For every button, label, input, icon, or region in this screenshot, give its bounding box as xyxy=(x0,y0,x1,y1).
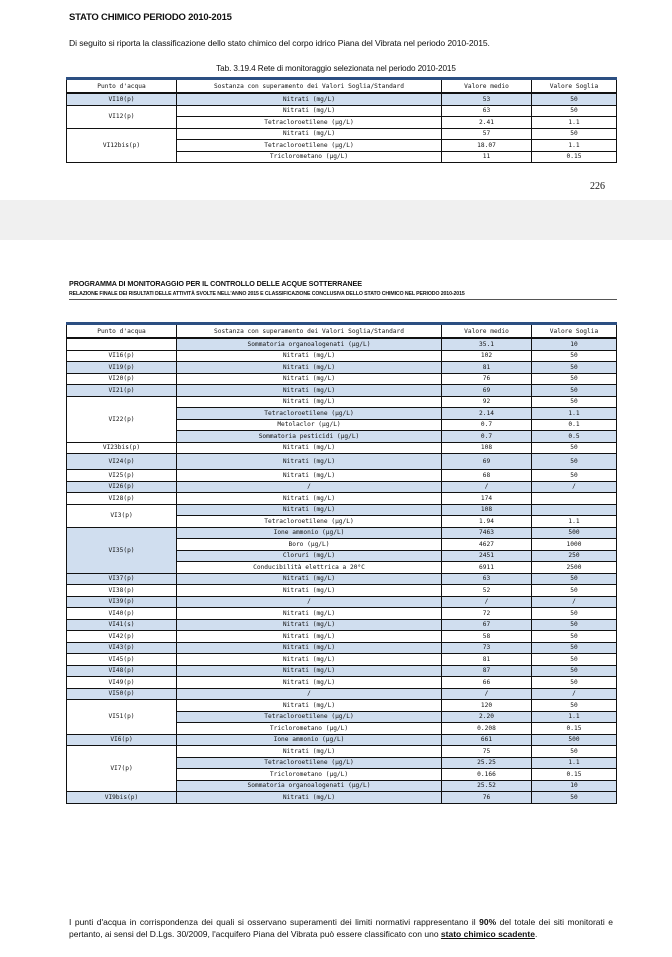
point-cell: VI23bis(p) xyxy=(67,442,177,454)
table-row xyxy=(67,608,617,620)
table-row xyxy=(67,734,617,746)
conclusion-text-2: del totale dei siti monitorati e pertanto, ai sensi del D.Lgs. 30/2009, l'acquifero Piana del Vibrata può essere classificato con uno xyxy=(69,917,613,939)
threshold-cell: 50 xyxy=(532,128,617,140)
mean-value-cell: 53 xyxy=(442,93,532,105)
mean-value-cell: / xyxy=(442,688,532,700)
threshold-cell: 50 xyxy=(532,373,617,385)
table-row xyxy=(67,642,617,654)
substance-cell: Ione ammonio (µg/L) xyxy=(177,734,442,746)
mean-value-cell: 2.20 xyxy=(442,711,532,723)
substance-cell: Tetracloroetilene (µg/L) xyxy=(177,140,442,152)
substance-cell: Nitrati (mg/L) xyxy=(177,573,442,585)
mean-value-cell: / xyxy=(442,596,532,608)
mean-value-cell: 76 xyxy=(442,792,532,804)
point-cell: VI19(p) xyxy=(67,362,177,374)
mean-value-cell: 2.41 xyxy=(442,117,532,129)
table-row xyxy=(67,93,617,105)
table-row xyxy=(67,481,617,493)
threshold-cell: 1.1 xyxy=(532,711,617,723)
threshold-cell: 0.15 xyxy=(532,151,617,163)
conclusion-percentage: 90% xyxy=(479,917,497,927)
threshold-cell: 50 xyxy=(532,442,617,454)
threshold-cell: 50 xyxy=(532,654,617,666)
point-cell: VI41(s) xyxy=(67,619,177,631)
substance-cell: Tetracloroetilene (µg/L) xyxy=(177,757,442,769)
substance-cell: Nitrati (mg/L) xyxy=(177,677,442,689)
threshold-cell: 50 xyxy=(532,385,617,397)
threshold-cell: 50 xyxy=(532,470,617,482)
threshold-cell: 1.1 xyxy=(532,140,617,152)
threshold-cell: 0.1 xyxy=(532,419,617,431)
mean-value-cell: 4627 xyxy=(442,539,532,551)
mean-value-cell: 120 xyxy=(442,700,532,712)
threshold-cell: 500 xyxy=(532,734,617,746)
point-cell: VI37(p) xyxy=(67,573,177,585)
substance-cell: Nitrati (mg/L) xyxy=(177,608,442,620)
threshold-cell: 50 xyxy=(532,792,617,804)
mean-value-cell: 73 xyxy=(442,642,532,654)
header-mean-value: Valore medio xyxy=(442,324,532,339)
substance-cell: Conducibilità elettrica a 20°C xyxy=(177,562,442,574)
table-row xyxy=(67,454,617,470)
table-row xyxy=(67,654,617,666)
header-divider xyxy=(69,299,617,300)
mean-value-cell: 81 xyxy=(442,362,532,374)
mean-value-cell: 2.14 xyxy=(442,408,532,420)
conclusion-text-3: . xyxy=(534,929,538,939)
substance-cell: Sommatoria pesticidi (µg/L) xyxy=(177,431,442,443)
mean-value-cell: 1.94 xyxy=(442,516,532,528)
mean-value-cell: 67 xyxy=(442,619,532,631)
substance-cell: Nitrati (mg/L) xyxy=(177,665,442,677)
monitoring-table-part-2 xyxy=(66,322,617,804)
threshold-cell: 50 xyxy=(532,642,617,654)
substance-cell: Nitrati (mg/L) xyxy=(177,642,442,654)
substance-cell: Nitrati (mg/L) xyxy=(177,442,442,454)
mean-value-cell: 58 xyxy=(442,631,532,643)
substance-cell: / xyxy=(177,688,442,700)
mean-value-cell: 75 xyxy=(442,746,532,758)
monitoring-table-part-1 xyxy=(66,77,617,163)
mean-value-cell: 102 xyxy=(442,350,532,362)
point-cell: VI42(p) xyxy=(67,631,177,643)
threshold-cell: 0.5 xyxy=(532,431,617,443)
running-header-title: PROGRAMMA DI MONITORAGGIO PER IL CONTROLLO DELLE ACQUE SOTTERRANEE xyxy=(69,279,362,288)
threshold-cell: 50 xyxy=(532,700,617,712)
header-threshold: Valore Soglia xyxy=(532,79,617,94)
table-row xyxy=(67,362,617,374)
mean-value-cell: 69 xyxy=(442,385,532,397)
mean-value-cell: / xyxy=(442,481,532,493)
substance-cell: Sommatoria organoalogenati (µg/L) xyxy=(177,338,442,350)
threshold-cell: 50 xyxy=(532,573,617,585)
threshold-cell: 50 xyxy=(532,619,617,631)
mean-value-cell: 87 xyxy=(442,665,532,677)
point-cell: VI12bis(p) xyxy=(67,128,177,163)
table-row xyxy=(67,373,617,385)
substance-cell: Triclorometano (µg/L) xyxy=(177,151,442,163)
point-cell: VI9bis(p) xyxy=(67,792,177,804)
header-mean-value: Valore medio xyxy=(442,79,532,94)
substance-cell: Metolaclor (µg/L) xyxy=(177,419,442,431)
threshold-cell: 50 xyxy=(532,350,617,362)
substance-cell: Nitrati (mg/L) xyxy=(177,654,442,666)
mean-value-cell: 0.166 xyxy=(442,769,532,781)
mean-value-cell: 52 xyxy=(442,585,532,597)
substance-cell: Nitrati (mg/L) xyxy=(177,792,442,804)
table-row xyxy=(67,470,617,482)
mean-value-cell: 68 xyxy=(442,470,532,482)
threshold-cell: 50 xyxy=(532,454,617,470)
table-row xyxy=(67,493,617,505)
mean-value-cell: 92 xyxy=(442,396,532,408)
threshold-cell: 0.15 xyxy=(532,769,617,781)
threshold-cell: / xyxy=(532,688,617,700)
threshold-cell: 2500 xyxy=(532,562,617,574)
substance-cell: Nitrati (mg/L) xyxy=(177,373,442,385)
mean-value-cell: 25.25 xyxy=(442,757,532,769)
table-row xyxy=(67,442,617,454)
substance-cell: Nitrati (mg/L) xyxy=(177,362,442,374)
header-substance: Sostanza con superamento dei Valori Soglia/Standard xyxy=(177,79,442,94)
point-cell: VI16(p) xyxy=(67,350,177,362)
table-row xyxy=(67,746,617,758)
point-cell: VI6(p) xyxy=(67,734,177,746)
point-cell: VI35(p) xyxy=(67,527,177,573)
point-cell: VI3(p) xyxy=(67,504,177,527)
table-header-row xyxy=(67,324,617,339)
substance-cell: Tetracloroetilene (µg/L) xyxy=(177,516,442,528)
mean-value-cell: 25.52 xyxy=(442,780,532,792)
substance-cell: Nitrati (mg/L) xyxy=(177,619,442,631)
header-point: Punto d'acqua xyxy=(67,79,177,94)
table-row xyxy=(67,128,617,140)
table-row xyxy=(67,385,617,397)
mean-value-cell: 11 xyxy=(442,151,532,163)
mean-value-cell: 0.7 xyxy=(442,419,532,431)
mean-value-cell: 108 xyxy=(442,442,532,454)
threshold-cell: 1.1 xyxy=(532,408,617,420)
substance-cell: Nitrati (mg/L) xyxy=(177,105,442,117)
substance-cell: Tetracloroetilene (µg/L) xyxy=(177,408,442,420)
point-cell: VI12(p) xyxy=(67,105,177,128)
substance-cell: Nitrati (mg/L) xyxy=(177,385,442,397)
threshold-cell: 50 xyxy=(532,631,617,643)
threshold-cell: 1000 xyxy=(532,539,617,551)
threshold-cell: 50 xyxy=(532,93,617,105)
table-row xyxy=(67,677,617,689)
mean-value-cell: 174 xyxy=(442,493,532,505)
mean-value-cell: 35.1 xyxy=(442,338,532,350)
intro-paragraph: Di seguito si riporta la classificazione dello stato chimico del corpo idrico Piana del Vibrata nel periodo 2010-2015. xyxy=(69,38,490,48)
table-row xyxy=(67,792,617,804)
table-row xyxy=(67,596,617,608)
point-cell: VI48(p) xyxy=(67,665,177,677)
threshold-cell: / xyxy=(532,481,617,493)
table-row xyxy=(67,585,617,597)
point-cell: VI39(p) xyxy=(67,596,177,608)
table-row xyxy=(67,619,617,631)
substance-cell: Nitrati (mg/L) xyxy=(177,128,442,140)
table-row xyxy=(67,105,617,117)
threshold-cell: 50 xyxy=(532,665,617,677)
substance-cell: Nitrati (mg/L) xyxy=(177,746,442,758)
threshold-cell: 0.15 xyxy=(532,723,617,735)
table-row xyxy=(67,573,617,585)
substance-cell: / xyxy=(177,481,442,493)
substance-cell: Boro (µg/L) xyxy=(177,539,442,551)
conclusion-text-1: I punti d'acqua in corrispondenza dei quali si osservano superamenti dei limiti normativi rappresentano il xyxy=(69,917,480,927)
threshold-cell: 50 xyxy=(532,746,617,758)
document-page-2 xyxy=(0,240,672,957)
mean-value-cell: 72 xyxy=(442,608,532,620)
mean-value-cell: 18.07 xyxy=(442,140,532,152)
point-cell: VI49(p) xyxy=(67,677,177,689)
threshold-cell: 1.1 xyxy=(532,117,617,129)
point-cell: VI43(p) xyxy=(67,642,177,654)
chemical-status: stato chimico scadente xyxy=(440,929,535,939)
substance-cell: Nitrati (mg/L) xyxy=(177,470,442,482)
substance-cell: Nitrati (mg/L) xyxy=(177,93,442,105)
table-row xyxy=(67,631,617,643)
running-header-subtitle: RELAZIONE FINALE DEI RISULTATI DELLE ATTIVITÀ SVOLTE NELL'ANNO 2015 E CLASSIFICAZIONE CONCLUSIVA DELLO STATO CHIMICO NEL PERIODO 2010-2015 xyxy=(69,291,465,297)
point-cell: VI24(p) xyxy=(67,454,177,470)
mean-value-cell: 57 xyxy=(442,128,532,140)
header-substance: Sostanza con superamento dei Valori Soglia/Standard xyxy=(177,324,442,339)
substance-cell: Nitrati (mg/L) xyxy=(177,493,442,505)
table-row xyxy=(67,504,617,516)
substance-cell: Ione ammonio (µg/L) xyxy=(177,527,442,539)
header-threshold: Valore Soglia xyxy=(532,324,617,339)
threshold-cell xyxy=(532,504,617,516)
mean-value-cell: 0.7 xyxy=(442,431,532,443)
point-cell: VI28(p) xyxy=(67,493,177,505)
threshold-cell: 50 xyxy=(532,105,617,117)
substance-cell: Nitrati (mg/L) xyxy=(177,700,442,712)
point-cell: VI40(p) xyxy=(67,608,177,620)
mean-value-cell: 63 xyxy=(442,105,532,117)
threshold-cell: 500 xyxy=(532,527,617,539)
threshold-cell xyxy=(532,493,617,505)
substance-cell: Triclorometano (µg/L) xyxy=(177,769,442,781)
substance-cell: / xyxy=(177,596,442,608)
substance-cell: Sommatoria organoalogenati (µg/L) xyxy=(177,780,442,792)
threshold-cell: 50 xyxy=(532,396,617,408)
point-cell: VI38(p) xyxy=(67,585,177,597)
mean-value-cell: 661 xyxy=(442,734,532,746)
point-cell: VI50(p) xyxy=(67,688,177,700)
mean-value-cell: 76 xyxy=(442,373,532,385)
substance-cell: Nitrati (mg/L) xyxy=(177,396,442,408)
point-cell: VI26(p) xyxy=(67,481,177,493)
table-caption: Tab. 3.19.4 Rete di monitoraggio selezionata nel periodo 2010-2015 xyxy=(216,64,456,73)
table-row xyxy=(67,700,617,712)
header-point: Punto d'acqua xyxy=(67,324,177,339)
mean-value-cell: 2451 xyxy=(442,550,532,562)
substance-cell: Nitrati (mg/L) xyxy=(177,504,442,516)
conclusion-paragraph xyxy=(69,916,613,940)
table-row xyxy=(67,527,617,539)
substance-cell: Tetracloroetilene (µg/L) xyxy=(177,117,442,129)
threshold-cell: 50 xyxy=(532,608,617,620)
mean-value-cell: 69 xyxy=(442,454,532,470)
threshold-cell: 50 xyxy=(532,677,617,689)
point-cell: VI7(p) xyxy=(67,746,177,792)
threshold-cell: 50 xyxy=(532,585,617,597)
threshold-cell: 10 xyxy=(532,780,617,792)
threshold-cell: 1.1 xyxy=(532,757,617,769)
point-cell: VI20(p) xyxy=(67,373,177,385)
mean-value-cell: 6911 xyxy=(442,562,532,574)
substance-cell: Triclorometano (µg/L) xyxy=(177,723,442,735)
mean-value-cell: 108 xyxy=(442,504,532,516)
point-cell: VI22(p) xyxy=(67,396,177,442)
mean-value-cell: 63 xyxy=(442,573,532,585)
table-header-row xyxy=(67,79,617,94)
mean-value-cell: 0.208 xyxy=(442,723,532,735)
threshold-cell: / xyxy=(532,596,617,608)
threshold-cell: 10 xyxy=(532,338,617,350)
mean-value-cell: 7463 xyxy=(442,527,532,539)
point-cell: VI25(p) xyxy=(67,470,177,482)
substance-cell: Nitrati (mg/L) xyxy=(177,350,442,362)
table-row xyxy=(67,350,617,362)
table-row xyxy=(67,688,617,700)
table-row xyxy=(67,396,617,408)
section-heading: STATO CHIMICO PERIODO 2010-2015 xyxy=(69,12,232,23)
threshold-cell: 1.1 xyxy=(532,516,617,528)
substance-cell: Nitrati (mg/L) xyxy=(177,454,442,470)
substance-cell: Nitrati (mg/L) xyxy=(177,631,442,643)
point-cell: VI51(p) xyxy=(67,700,177,735)
page-number: 226 xyxy=(590,181,605,192)
mean-value-cell: 81 xyxy=(442,654,532,666)
point-cell xyxy=(67,338,177,350)
threshold-cell: 50 xyxy=(532,362,617,374)
table-row xyxy=(67,665,617,677)
point-cell: VI45(p) xyxy=(67,654,177,666)
threshold-cell: 250 xyxy=(532,550,617,562)
substance-cell: Cloruri (mg/L) xyxy=(177,550,442,562)
table-row xyxy=(67,338,617,350)
substance-cell: Nitrati (mg/L) xyxy=(177,585,442,597)
point-cell: VI21(p) xyxy=(67,385,177,397)
document-page-1 xyxy=(0,0,672,200)
substance-cell: Tetracloroetilene (µg/L) xyxy=(177,711,442,723)
point-cell: VI10(p) xyxy=(67,93,177,105)
mean-value-cell: 66 xyxy=(442,677,532,689)
